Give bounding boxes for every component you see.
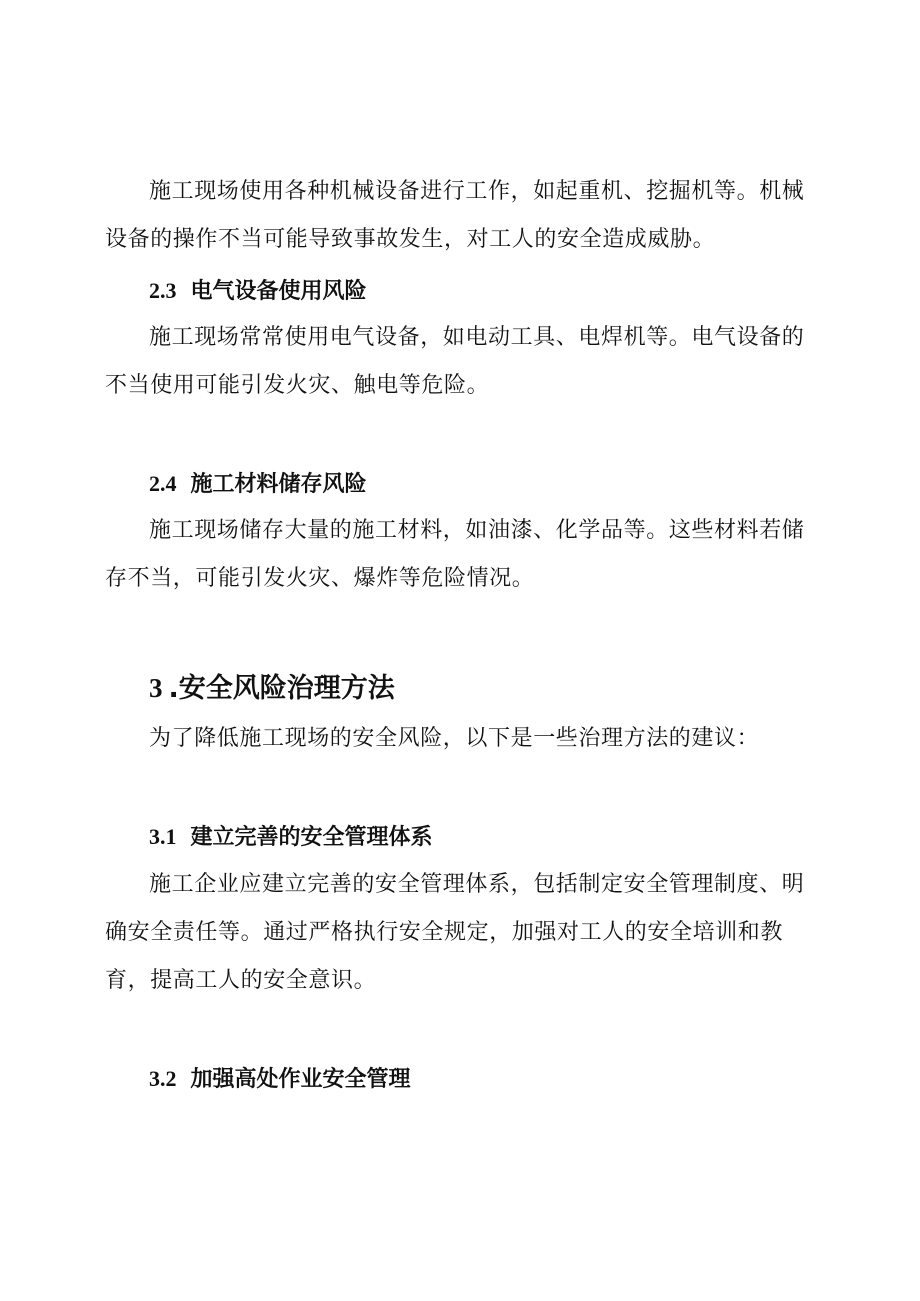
paragraph-machinery-risk: 施工现场使用各种机械设备进行工作，如起重机、挖掘机等。机械设备的操作不当可能导致事故发生，对工人的安全造成威胁。: [105, 179, 805, 252]
heading-3-2-title: 加强高处作业安全管理: [190, 1067, 411, 1092]
heading-3-1: [149, 822, 433, 853]
heading-2-3-title: 电气设备使用风险: [190, 279, 367, 304]
heading-section-3-number: 3: [149, 673, 163, 703]
heading-3-1-title: 建立完善的安全管理体系: [190, 825, 433, 850]
heading-2-3: [149, 276, 367, 307]
heading-3-2-number: 3.2: [149, 1066, 177, 1091]
heading-2-4-number: 2.4: [149, 471, 177, 496]
paragraph-electrical-risk: 施工现场常常使用电气设备，如电动工具、电焊机等。电气设备的不当使用可能引发火灾、触电等危险。: [105, 325, 805, 398]
heading-2-4-title: 施工材料储存风险: [190, 472, 367, 497]
heading-3-1-number: 3.1: [149, 824, 177, 849]
paragraph-management-system: 施工企业应建立完善的安全管理体系，包括制定安全管理制度、明确安全责任等。通过严格执行安全规定，加强对工人的安全培训和教育，提高工人的安全意识。: [105, 872, 805, 993]
paragraph-material-storage-risk: 施工现场储存大量的施工材料，如油漆、化学品等。这些材料若储存不当，可能引发火灾、爆炸等危险情况。: [105, 518, 805, 591]
heading-2-4: [149, 469, 367, 500]
paragraph-governance-intro: 为了降低施工现场的安全风险，以下是一些治理方法的建议：: [149, 726, 760, 751]
heading-2-3-number: 2.3: [149, 278, 177, 303]
heading-3-2: [149, 1064, 411, 1095]
heading-section-3-title: .安全风险治理方法: [168, 673, 395, 704]
heading-section-3: [149, 670, 395, 707]
